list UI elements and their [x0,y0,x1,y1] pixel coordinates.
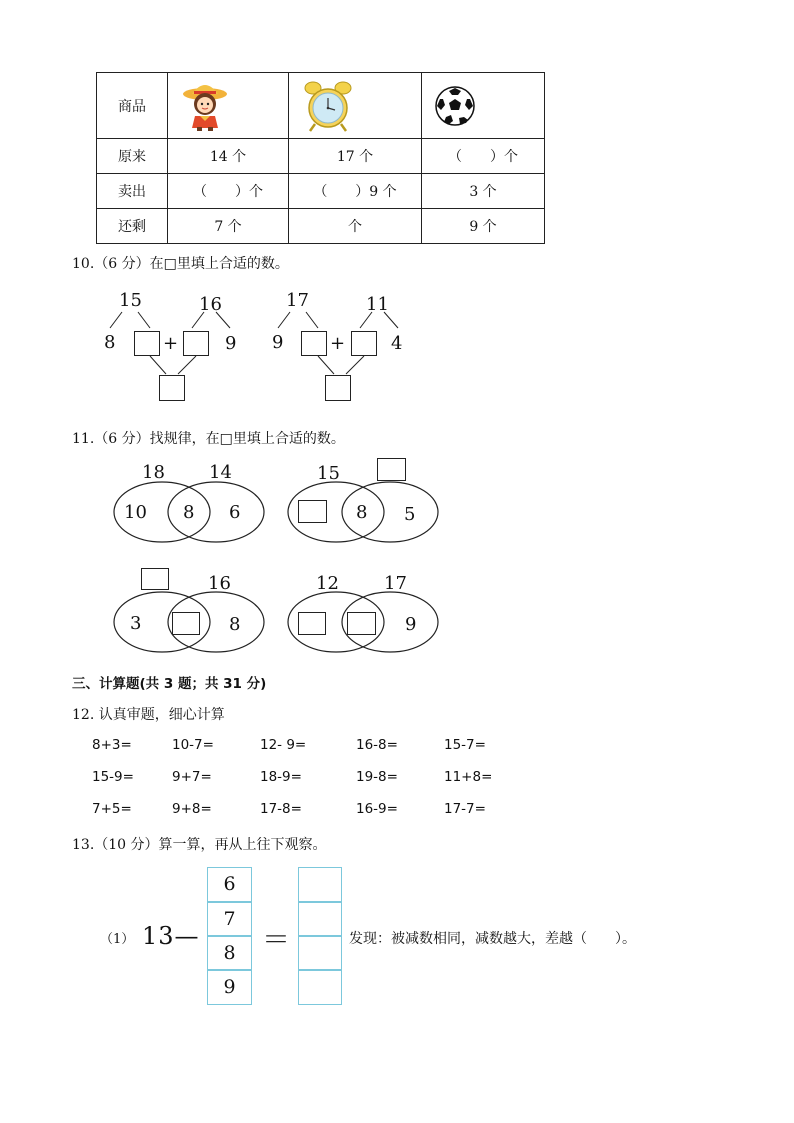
q12-r3-c3: 17-8= [260,801,302,817]
q12-r3-c4: 16-9= [356,801,398,817]
q10-left-op: + [163,333,179,354]
q10-right-box-result[interactable] [325,375,351,401]
q13-minuend: 13— [142,922,200,950]
q12-r1-c3: 12- 9= [260,737,307,753]
q11-v3-box-top-left[interactable] [141,568,169,590]
q11-v2-right: 5 [404,504,416,525]
alarm-clock-icon [303,80,353,132]
q13-answer-box-1[interactable] [298,867,342,902]
cell-sold-3: 3 个 [422,174,545,209]
q11-v1-top-left: 18 [142,462,165,483]
q13-subtrahend-2: 7 [207,902,252,936]
q13-equals: ＝ [262,923,291,956]
cell-remaining-1: 7 个 [168,209,289,244]
q10-right-box-1[interactable] [301,331,327,356]
q11-v3-top-right: 16 [208,573,231,594]
q11-v1-mid: 8 [183,502,195,523]
q10-right-right: 4 [391,333,403,354]
q13-subtrahend-1: 6 [207,867,252,902]
section-3-title: 三、计算题(共 3 题；共 31 分) [72,676,267,692]
q10-right-left: 9 [272,332,284,353]
cell-sold-2: （ ）9 个 [289,174,422,209]
q12-r1-c1: 8+3= [92,737,132,753]
q11-v4-box-left[interactable] [298,612,326,635]
q10-left-top-left: 15 [119,290,142,311]
row-label-sold: 卖出 [97,174,168,209]
q11-v2-box-left[interactable] [298,500,327,523]
q12-r1-c4: 16-8= [356,737,398,753]
q10-left-box-result[interactable] [159,375,185,401]
cell-original-1: 14 个 [168,139,289,174]
q11-v2-box-top-right[interactable] [377,458,406,481]
q11-v4-top-right: 17 [384,573,407,594]
q12-r2-c4: 19-8= [356,769,398,785]
q12-r3-c1: 7+5= [92,801,132,817]
q11-v4-box-mid[interactable] [347,612,376,635]
q12-r2-c5: 11+8= [444,769,493,785]
q11-v3-box-mid[interactable] [172,612,200,635]
q12-r3-c2: 9+8= [172,801,212,817]
q11-v1-top-right: 14 [209,462,232,483]
q10-left-right: 9 [225,333,237,354]
q12-r2-c2: 9+7= [172,769,212,785]
doll-cell [168,73,289,139]
q11-v2-top-left: 15 [317,463,340,484]
q13-part-label: （1） [100,932,135,947]
q11-v3-left: 3 [130,613,142,634]
q13-finding[interactable]: 发现：被减数相同，减数越大，差越（ ）。 [349,931,636,947]
cell-remaining-2: 个 [289,209,422,244]
q13-answer-box-3[interactable] [298,936,342,970]
doll-icon [180,80,230,132]
goods-table [96,72,545,244]
q10-right-box-2[interactable] [351,331,377,356]
q10-left-left: 8 [104,332,116,353]
q11-v2-mid: 8 [356,502,368,523]
alarm-clock-cell [289,73,422,139]
q12-r1-c2: 10-7= [172,737,214,753]
row-label-original: 原来 [97,139,168,174]
q10-left-box-2[interactable] [183,331,209,356]
q13-answer-box-2[interactable] [298,902,342,936]
q12-title: 12. 认真审题，细心计算 [72,707,225,723]
soccer-ball-cell [422,73,545,139]
q10-right-top-left: 17 [286,290,309,311]
q10-left-box-1[interactable] [134,331,160,356]
q13-title: 13.（10 分）算一算，再从上往下观察。 [72,837,327,853]
q10-right-op: + [330,333,346,354]
q11-v4-right: 9 [405,614,417,635]
q10-left-top-right: 16 [199,294,222,315]
q12-r3-c5: 17-7= [444,801,486,817]
q11-title: 11.（6 分）找规律，在□里填上合适的数。 [72,431,345,447]
q13-subtrahend-3: 8 [207,936,252,970]
q11-v1-right: 6 [229,502,241,523]
q10-title: 10.（6 分）在□里填上合适的数。 [72,256,289,272]
q12-r2-c1: 15-9= [92,769,134,785]
q11-v4-top-left: 12 [316,573,339,594]
q12-r1-c5: 15-7= [444,737,486,753]
row-label-remaining: 还剩 [97,209,168,244]
cell-original-3: （ ）个 [422,139,545,174]
cell-sold-1: （ ）个 [168,174,289,209]
q13-subtrahend-4: 9 [207,970,252,1005]
cell-original-2: 17 个 [289,139,422,174]
q11-v3-right: 8 [229,614,241,635]
q11-v1-left: 10 [124,502,147,523]
q12-r2-c3: 18-9= [260,769,302,785]
q10-right-top-right: 11 [366,294,389,315]
q13-answer-box-4[interactable] [298,970,342,1005]
cell-remaining-3: 9 个 [422,209,545,244]
soccer-ball-icon [434,85,476,127]
table-header-goods: 商品 [97,73,168,139]
